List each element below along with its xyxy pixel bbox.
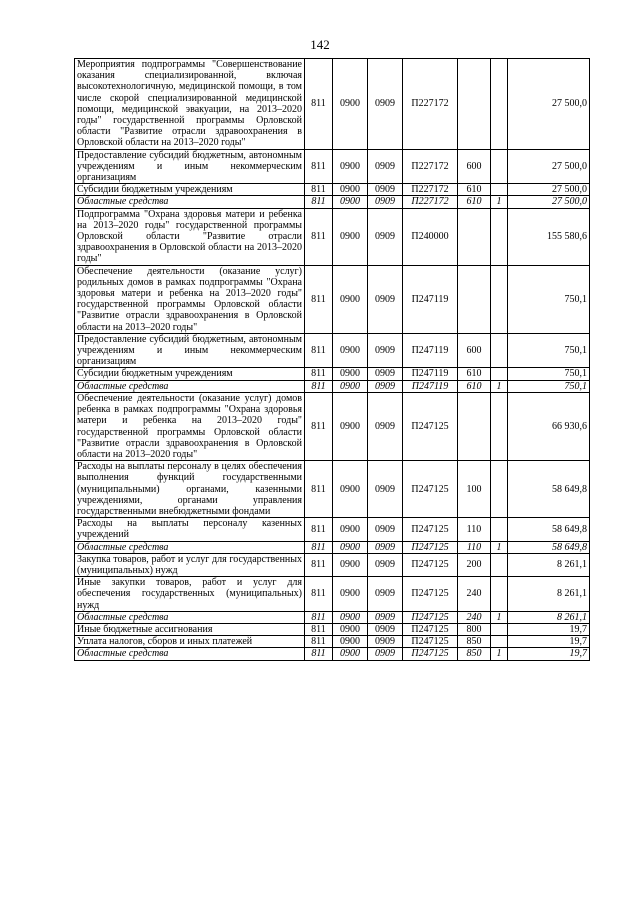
row-subsection-code: 0909 (368, 541, 403, 553)
row-department-code: 811 (305, 518, 333, 541)
budget-table (74, 58, 590, 661)
table-row (75, 149, 590, 184)
row-target-article-code: П247119 (403, 368, 458, 380)
row-source-code (491, 208, 508, 265)
row-amount: 750,1 (508, 380, 590, 392)
row-department-code: 811 (305, 59, 333, 150)
table-row (75, 368, 590, 380)
row-description: Закупка товаров, работ и услуг для государственных (муниципальных) нужд (75, 553, 305, 576)
row-source-code (491, 623, 508, 635)
row-section-code: 0900 (333, 59, 368, 150)
row-subsection-code: 0909 (368, 648, 403, 660)
row-expense-type-code (458, 59, 491, 150)
row-amount: 8 261,1 (508, 577, 590, 612)
row-expense-type-code: 100 (458, 461, 491, 518)
row-target-article-code: П247119 (403, 380, 458, 392)
row-expense-type-code (458, 392, 491, 460)
row-source-code (491, 553, 508, 576)
row-description: Расходы на выплаты персоналу в целях обеспечения выполнения функций государственными (муниципальными) органами, казенными учреждениями, органами управления государственными внебюджетными фондами (75, 461, 305, 518)
row-expense-type-code: 240 (458, 611, 491, 623)
page-number: 142 (310, 37, 330, 52)
row-department-code: 811 (305, 265, 333, 333)
row-source-code (491, 636, 508, 648)
table-row (75, 461, 590, 518)
row-description: Уплата налогов, сборов и иных платежей (75, 636, 305, 648)
row-department-code: 811 (305, 577, 333, 612)
row-source-code (491, 333, 508, 368)
table-row (75, 265, 590, 333)
row-target-article-code: П247125 (403, 577, 458, 612)
row-source-code (491, 265, 508, 333)
row-target-article-code: П247125 (403, 392, 458, 460)
row-description: Мероприятия подпрограммы "Совершенствование оказания специализированной, включая высокотехнологичную, медицинской помощи, в том числе скорой специализированной медицинской помощи, медицинской эвакуации, на 2013–2020 годы" государственной программы Орловской области "Развитие отрасли здравоохранения в Орловской области на 2013–2020 годы" (75, 59, 305, 150)
row-amount: 750,1 (508, 265, 590, 333)
table-row (75, 541, 590, 553)
row-description: Областные средства (75, 196, 305, 208)
row-amount: 27 500,0 (508, 184, 590, 196)
row-subsection-code: 0909 (368, 461, 403, 518)
row-amount: 58 649,8 (508, 461, 590, 518)
row-amount: 58 649,8 (508, 518, 590, 541)
row-description: Предоставление субсидий бюджетным, автономным учреждениям и иным некоммерческим организациям (75, 149, 305, 184)
row-subsection-code: 0909 (368, 392, 403, 460)
row-section-code: 0900 (333, 648, 368, 660)
row-expense-type-code: 240 (458, 577, 491, 612)
row-amount: 19,7 (508, 623, 590, 635)
row-subsection-code: 0909 (368, 623, 403, 635)
row-description: Областные средства (75, 541, 305, 553)
row-source-code (491, 368, 508, 380)
row-source-code: 1 (491, 611, 508, 623)
row-expense-type-code: 850 (458, 636, 491, 648)
row-section-code: 0900 (333, 333, 368, 368)
row-target-article-code: П227172 (403, 59, 458, 150)
row-department-code: 811 (305, 333, 333, 368)
row-source-code (491, 518, 508, 541)
row-department-code: 811 (305, 392, 333, 460)
row-source-code (491, 392, 508, 460)
row-description: Субсидии бюджетным учреждениям (75, 184, 305, 196)
row-source-code: 1 (491, 648, 508, 660)
row-expense-type-code: 110 (458, 541, 491, 553)
row-amount: 750,1 (508, 368, 590, 380)
row-description: Предоставление субсидий бюджетным, автономным учреждениям и иным некоммерческим организациям (75, 333, 305, 368)
row-source-code: 1 (491, 380, 508, 392)
row-expense-type-code (458, 265, 491, 333)
row-source-code: 1 (491, 541, 508, 553)
row-section-code: 0900 (333, 149, 368, 184)
row-expense-type-code: 610 (458, 184, 491, 196)
row-amount: 155 580,6 (508, 208, 590, 265)
row-department-code: 811 (305, 368, 333, 380)
row-subsection-code: 0909 (368, 577, 403, 612)
row-description: Областные средства (75, 648, 305, 660)
row-description: Иные бюджетные ассигнования (75, 623, 305, 635)
row-subsection-code: 0909 (368, 368, 403, 380)
row-department-code: 811 (305, 184, 333, 196)
row-description: Областные средства (75, 380, 305, 392)
row-section-code: 0900 (333, 208, 368, 265)
row-expense-type-code: 610 (458, 368, 491, 380)
row-target-article-code: П227172 (403, 196, 458, 208)
row-target-article-code: П247125 (403, 611, 458, 623)
row-target-article-code: П247125 (403, 636, 458, 648)
row-source-code (491, 577, 508, 612)
row-section-code: 0900 (333, 518, 368, 541)
table-row (75, 196, 590, 208)
row-target-article-code: П247125 (403, 623, 458, 635)
row-target-article-code: П227172 (403, 149, 458, 184)
row-amount: 66 930,6 (508, 392, 590, 460)
row-section-code: 0900 (333, 636, 368, 648)
table-row (75, 333, 590, 368)
row-expense-type-code: 610 (458, 196, 491, 208)
row-section-code: 0900 (333, 461, 368, 518)
row-description: Субсидии бюджетным учреждениям (75, 368, 305, 380)
row-source-code: 1 (491, 196, 508, 208)
row-department-code: 811 (305, 541, 333, 553)
row-section-code: 0900 (333, 196, 368, 208)
row-description: Обеспечение деятельности (оказание услуг) домов ребенка в рамках подпрограммы "Охрана здоровья матери и ребенка на 2013–2020 годы" государственной программы Орловской области "Развитие отрасли здравоохранения в Орловской области на 2013–2020 годы" (75, 392, 305, 460)
row-expense-type-code: 850 (458, 648, 491, 660)
table-row (75, 208, 590, 265)
row-subsection-code: 0909 (368, 636, 403, 648)
row-amount: 27 500,0 (508, 59, 590, 150)
row-department-code: 811 (305, 196, 333, 208)
table-row (75, 380, 590, 392)
row-section-code: 0900 (333, 553, 368, 576)
row-description: Областные средства (75, 611, 305, 623)
table-row (75, 577, 590, 612)
row-amount: 750,1 (508, 333, 590, 368)
row-subsection-code: 0909 (368, 518, 403, 541)
row-subsection-code: 0909 (368, 149, 403, 184)
table-row (75, 611, 590, 623)
row-expense-type-code: 800 (458, 623, 491, 635)
row-target-article-code: П247125 (403, 461, 458, 518)
row-expense-type-code (458, 208, 491, 265)
row-expense-type-code: 610 (458, 380, 491, 392)
row-subsection-code: 0909 (368, 265, 403, 333)
row-section-code: 0900 (333, 380, 368, 392)
row-section-code: 0900 (333, 541, 368, 553)
row-source-code (491, 149, 508, 184)
row-description: Обеспечение деятельности (оказание услуг) родильных домов в рамках подпрограммы "Охрана здоровья матери и ребенка на 2013–2020 годы" государственной программы Орловской области "Развитие отрасли здравоохранения в Орловской области на 2013–2020 годы" (75, 265, 305, 333)
row-amount: 8 261,1 (508, 553, 590, 576)
row-description: Иные закупки товаров, работ и услуг для обеспечения государственных (муниципальных) нужд (75, 577, 305, 612)
row-amount: 19,7 (508, 648, 590, 660)
row-amount: 27 500,0 (508, 149, 590, 184)
row-target-article-code: П247125 (403, 541, 458, 553)
row-target-article-code: П247125 (403, 648, 458, 660)
table-row (75, 623, 590, 635)
row-subsection-code: 0909 (368, 553, 403, 576)
row-target-article-code: П227172 (403, 184, 458, 196)
row-amount: 58 649,8 (508, 541, 590, 553)
row-section-code: 0900 (333, 611, 368, 623)
row-target-article-code: П240000 (403, 208, 458, 265)
row-department-code: 811 (305, 636, 333, 648)
row-target-article-code: П247125 (403, 518, 458, 541)
row-subsection-code: 0909 (368, 208, 403, 265)
row-source-code (491, 184, 508, 196)
row-source-code (491, 59, 508, 150)
table-row (75, 636, 590, 648)
row-subsection-code: 0909 (368, 333, 403, 368)
table-row (75, 648, 590, 660)
table-row (75, 59, 590, 150)
row-section-code: 0900 (333, 577, 368, 612)
row-department-code: 811 (305, 611, 333, 623)
table-row (75, 392, 590, 460)
table-row (75, 518, 590, 541)
row-amount: 19,7 (508, 636, 590, 648)
row-section-code: 0900 (333, 368, 368, 380)
row-department-code: 811 (305, 208, 333, 265)
row-subsection-code: 0909 (368, 184, 403, 196)
row-expense-type-code: 600 (458, 149, 491, 184)
row-expense-type-code: 200 (458, 553, 491, 576)
table-row (75, 553, 590, 576)
row-subsection-code: 0909 (368, 380, 403, 392)
row-amount: 27 500,0 (508, 196, 590, 208)
row-subsection-code: 0909 (368, 611, 403, 623)
row-department-code: 811 (305, 380, 333, 392)
row-section-code: 0900 (333, 184, 368, 196)
row-department-code: 811 (305, 461, 333, 518)
row-section-code: 0900 (333, 265, 368, 333)
row-subsection-code: 0909 (368, 196, 403, 208)
row-target-article-code: П247125 (403, 553, 458, 576)
row-department-code: 811 (305, 553, 333, 576)
row-subsection-code: 0909 (368, 59, 403, 150)
row-amount: 8 261,1 (508, 611, 590, 623)
row-section-code: 0900 (333, 623, 368, 635)
budget-table-body (75, 59, 590, 661)
row-target-article-code: П247119 (403, 333, 458, 368)
row-department-code: 811 (305, 623, 333, 635)
row-source-code (491, 461, 508, 518)
row-expense-type-code: 600 (458, 333, 491, 368)
row-expense-type-code: 110 (458, 518, 491, 541)
row-section-code: 0900 (333, 392, 368, 460)
row-department-code: 811 (305, 149, 333, 184)
row-description: Подпрограмма "Охрана здоровья матери и ребенка на 2013–2020 годы" государственной программы Орловской области "Развитие отрасли здравоохранения в Орловской области на 2013–2020 годы" (75, 208, 305, 265)
row-department-code: 811 (305, 648, 333, 660)
table-row (75, 184, 590, 196)
row-description: Расходы на выплаты персоналу казенных учреждений (75, 518, 305, 541)
row-target-article-code: П247119 (403, 265, 458, 333)
